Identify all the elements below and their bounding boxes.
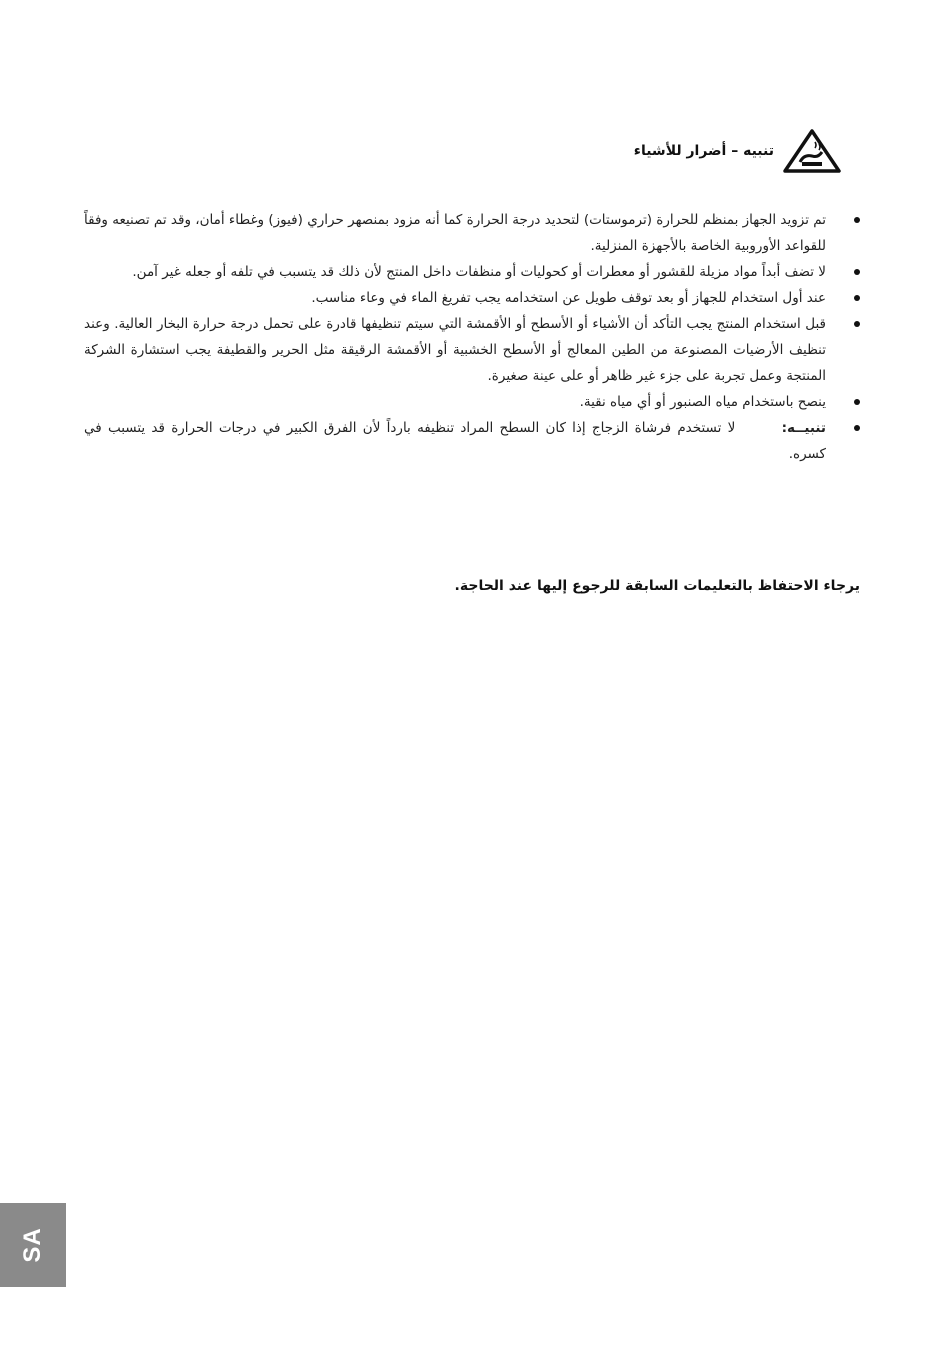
- bullet-text: عند أول استخدام للجهاز أو بعد توقف طويل عن استخدامه يجب تفريغ الماء في وعاء مناسب.: [311, 290, 826, 306]
- bullet-dot-icon: [854, 295, 860, 301]
- list-item: [84, 415, 862, 467]
- bullet-text: تم تزويد الجهاز بمنظم للحرارة (ترموستات) لتحديد درجة الحرارة كما أنه مزود بمنصهر حراري (فيوز) وغطاء أمان، وقد تم تصنيعه وفقاً للقواعد الأوروبية الخاصة بالأجهزة المنزلية.: [84, 212, 826, 254]
- bullet-dot-icon: [854, 269, 860, 275]
- bullet-text: لا تستخدم فرشاة الزجاج إذا كان السطح المراد تنظيفه بارداً لأن الفرق الكبير في درجات الحرارة قد يتسبب في كسره.: [84, 420, 826, 462]
- list-item: [84, 259, 862, 285]
- closing-note: يرجاء الاحتفاظ بالتعليمات السابقة للرجوع إليها عند الحاجة.: [454, 578, 860, 594]
- hot-surface-warning-icon: [782, 128, 842, 174]
- bullet-text: لا تضف أبداً مواد مزيلة للقشور أو معطرات أو كحوليات أو منظفات داخل المنتج لأن ذلك قد يتسبب في تلفه أو جعله غير آمن.: [132, 264, 826, 280]
- bullet-dot-icon: [854, 399, 860, 405]
- caution-label: تنبيــه:: [781, 420, 826, 436]
- bullet-text: قبل استخدام المنتج يجب التأكد أن الأشياء أو الأسطح أو الأقمشة التي سيتم تنظيفها قادرة على تحمل درجة حرارة البخار العالية. وعند تنظيف الأرضيات المصنوعة من الطين المعالج أو الأسطح الخشبية أو الأقمشة الرقيقة مثل الحرير والقطيفة يجب استشارة الشركة المنتجة وعمل تجربة على جزء غير ظاهر أو على عينة صغيرة.: [84, 316, 826, 384]
- list-item: [84, 207, 862, 259]
- warning-header: [634, 128, 842, 174]
- list-item: [84, 285, 862, 311]
- language-tab: [0, 1203, 66, 1287]
- list-item: [84, 389, 862, 415]
- bullet-dot-icon: [854, 217, 860, 223]
- safety-bullet-list: [84, 207, 862, 467]
- language-code: SA: [19, 1227, 46, 1263]
- bullet-dot-icon: [854, 425, 860, 431]
- bullet-dot-icon: [854, 321, 860, 327]
- bullet-text: ينصح باستخدام مياه الصنبور أو أي مياه نقية.: [579, 394, 826, 410]
- list-item: [84, 311, 862, 389]
- warning-title: تنبيه – أضرار للأشياء: [633, 143, 774, 159]
